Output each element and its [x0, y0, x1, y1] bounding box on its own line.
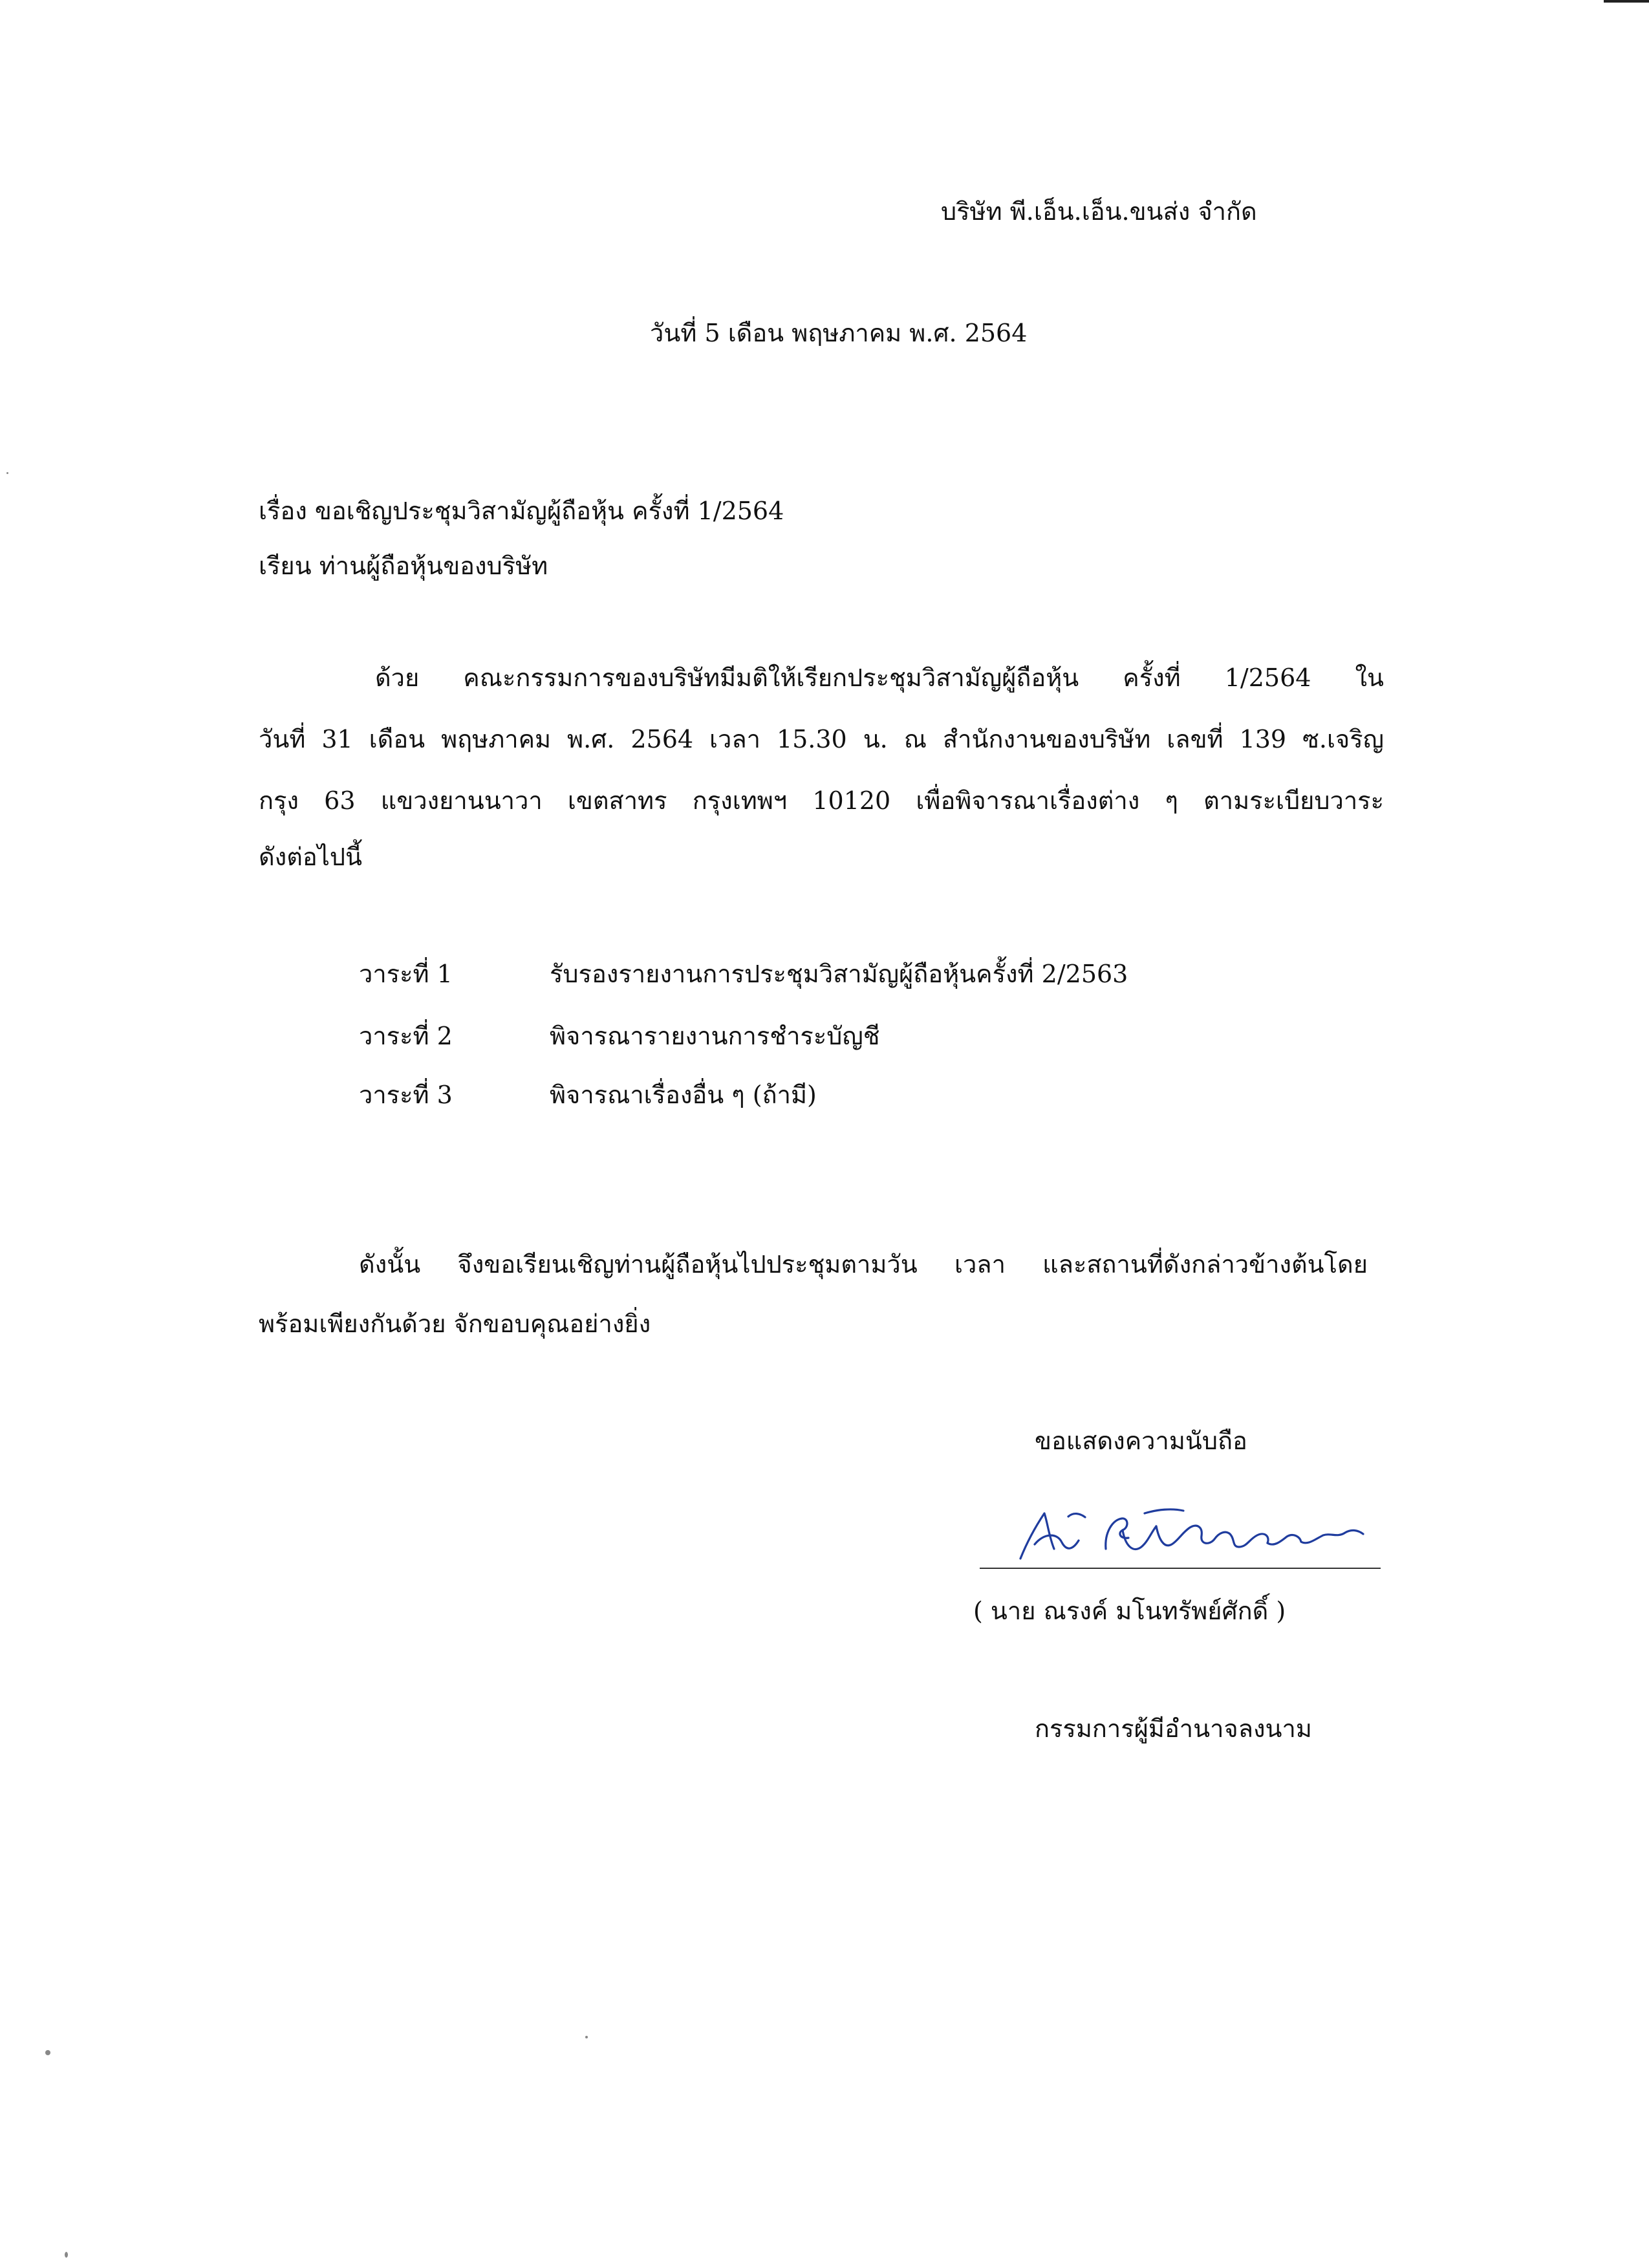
- letter-date: วันที่ 5 เดือน พฤษภาคม พ.ศ. 2564: [650, 319, 1028, 347]
- handwritten-signature: [1009, 1487, 1371, 1571]
- agenda-item-2-label: วาระที่ 2: [359, 1022, 453, 1050]
- signature-line: [980, 1568, 1381, 1569]
- agenda-item-3-label: วาระที่ 3: [359, 1081, 453, 1109]
- scan-speck: [45, 2050, 50, 2055]
- agenda-item-3-text: พิจารณาเรื่องอื่น ๆ (ถ้ามี): [550, 1081, 817, 1109]
- scan-edge-mark: [1604, 0, 1649, 9]
- agenda-item-1-label: วาระที่ 1: [359, 960, 453, 988]
- letter-subject: เรื่อง ขอเชิญประชุมวิสามัญผู้ถือหุ้น ครั้งที่ 1/2564: [259, 497, 784, 525]
- agenda-item-2-text: พิจารณารายงานการชำระบัญชี: [550, 1022, 880, 1050]
- body-line-2: วันที่ 31 เดือน พฤษภาคม พ.ศ. 2564 เวลา 15.30 น. ณ สำนักงานของบริษัท เลขที่ 139 ซ.เจริญ: [259, 725, 1384, 753]
- scan-speck: [65, 2252, 68, 2258]
- signatory-title: กรรมการผู้มีอำนาจลงนาม: [1035, 1714, 1312, 1743]
- company-name: บริษัท พี.เอ็น.เอ็น.ขนส่ง จำกัด: [941, 197, 1257, 226]
- closing-line-2: พร้อมเพียงกันด้วย จักขอบคุณอย่างยิ่ง: [259, 1310, 651, 1338]
- body-line-1: ด้วย คณะกรรมการของบริษัทมีมติให้เรียกประชุมวิสามัญผู้ถือหุ้น ครั้งที่ 1/2564 ใน: [375, 664, 1384, 692]
- closing-line-1: ดังนั้น จึงขอเรียนเชิญท่านผู้ถือหุ้นไปประชุมตามวัน เวลา และสถานที่ดังกล่าวข้างต้นโดย: [359, 1250, 1368, 1279]
- letter-salutation: เรียน ท่านผู้ถือหุ้นของบริษัท: [259, 552, 548, 580]
- agenda-item-1-text: รับรองรายงานการประชุมวิสามัญผู้ถือหุ้นครั้งที่ 2/2563: [550, 960, 1128, 988]
- body-line-4: ดังต่อไปนี้: [259, 843, 362, 871]
- sign-off: ขอแสดงความนับถือ: [1035, 1427, 1247, 1455]
- scan-speck: [585, 2036, 588, 2038]
- scan-speck: [6, 472, 8, 474]
- body-line-3: กรุง 63 แขวงยานนาวา เขตสาทร กรุงเทพฯ 10120 เพื่อพิจารณาเรื่องต่าง ๆ ตามระเบียบวาระ: [259, 786, 1384, 815]
- signatory-name: ( นาย ณรงค์ มโนทรัพย์ศักดิ์ ): [973, 1597, 1286, 1625]
